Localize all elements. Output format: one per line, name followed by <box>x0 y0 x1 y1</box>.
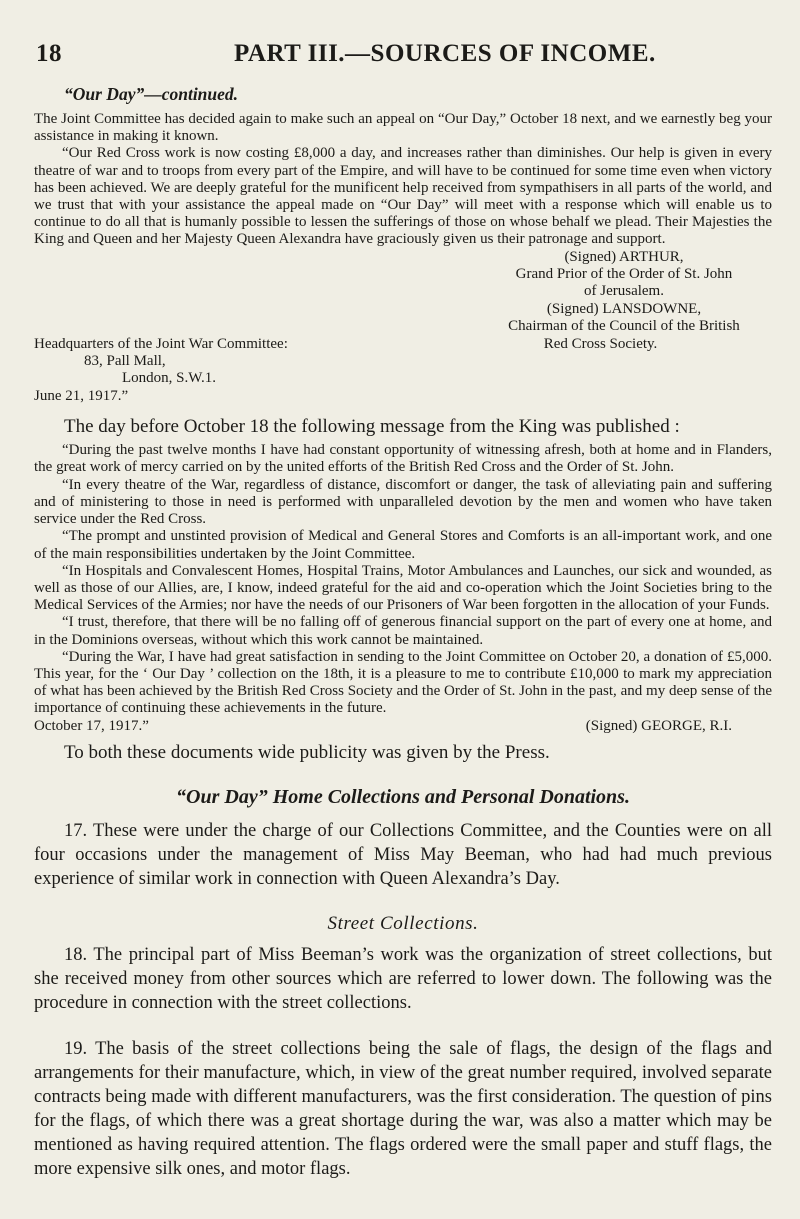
running-title: PART III.—SOURCES OF INCOME. <box>234 40 656 67</box>
signature-line: (Signed) ARTHUR, <box>564 248 684 265</box>
king-signature-row <box>34 718 772 735</box>
address-line: 83, Pall Mall, <box>84 353 166 370</box>
king-paragraph: “During the past twelve months I have had constant opportunity of witnessing afresh, both at home and in Flanders, the great work of mercy carried on by the united efforts of the British Red Cross and the Order of St. John. <box>34 442 772 476</box>
subheading-street-collections: Street Collections. <box>327 912 479 934</box>
appeal-paragraph: The Joint Committee has decided again to make such an appeal on “Our Day,” October 18 next, and we earnestly beg your assistance in making it known. <box>34 111 772 145</box>
subheading-home-collections: “Our Day” Home Collections and Personal Donations. <box>176 785 630 808</box>
signature-line: Red Cross Society. <box>543 335 658 352</box>
signature-line: of Jerusalem. <box>584 283 664 300</box>
headquarters-address <box>34 353 772 405</box>
king-message-date: October 17, 1917.” <box>34 717 149 734</box>
headquarters-row <box>34 336 772 353</box>
appeal-letter <box>34 111 772 249</box>
paragraph-18: 18. The principal part of Miss Beeman’s work was the organization of street collections, but she received money from other sources which are referred to lower down. The following was the procedure in connection with the street collections. <box>34 944 772 1013</box>
running-header <box>34 40 772 76</box>
section-heading: “Our Day”—continued. <box>64 84 239 104</box>
king-message <box>34 442 772 717</box>
paragraph-19: 19. The basis of the street collections being the sale of flags, the design of the flags and arrangements for their manufacture, which, in view of the great number required, involved separate contracts being made with different manufacturers, was the first consideration. The question of pins for the flags, of which there was a great shortage during the war, was also a matter which may be mentioned as having required attention. The flags ordered were the small paper and stuff flags, the more expensive silk ones, and motor flags. <box>34 1038 772 1179</box>
address-line: London, S.W.1. <box>122 370 217 387</box>
king-signature: (Signed) GEORGE, R.I. <box>585 717 732 734</box>
signature-line: Chairman of the Council of the British <box>508 318 740 335</box>
appeal-paragraph: “Our Red Cross work is now costing £8,000 a day, and increases rather than diminishes. Our help is given in every theatre of war and to troops from every part of the Empire, and will have to be continued for some time even when victory has been achieved. We are deeply grateful for the munificent help received from sympathisers in all parts of the world, and we trust that with your assistance the appeal made on “Our Day” will meet with a response which will enable us to continue to do all that is humanly possible to lessen the sufferings of those on whose behalf we plead. Their Majesties the King and Queen and her Majesty Queen Alexandra have graciously given us their patronage and support. <box>34 145 772 248</box>
signature-line: (Signed) LANSDOWNE, <box>546 300 702 317</box>
page-number: 18 <box>36 40 62 67</box>
king-paragraph: “The prompt and unstinted provision of Medical and General Stores and Comforts is an all-important work, and one of the main responsibilities undertaken by the Joint Committee. <box>34 528 772 562</box>
signature-arthur <box>34 249 772 336</box>
king-paragraph: “I trust, therefore, that there will be no falling off of generous financial support on the part of every one at home, and in the Dominions overseas, without which this work cannot be maintained. <box>34 614 772 648</box>
king-paragraph: “During the War, I have had great satisfaction in sending to the Joint Committee on October 20, a donation of £5,000. This year, for the ‘ Our Day ’ collection on the 18th, it is a pleasure to me to contribute £10,000 to mark my appreciation of what has been achieved by the British Red Cross Society and the Order of St. John in the past, and my deep sense of the importance of continuing these achievements in the future. <box>34 648 772 717</box>
press-line: To both these documents wide publicity was given by the Press. <box>64 741 550 763</box>
king-paragraph: “In Hospitals and Convalescent Homes, Hospital Trains, Motor Ambulances and Launches, our sick and wounded, as well as those of our Allies, are, I know, indeed grateful for the aid and co-operation which the Joint Societies bring to the Medical Services of the Armies; nor have the needs of our Prisoners of War been forgotten in the allocation of your Funds. <box>34 562 772 614</box>
signature-line: Grand Prior of the Order of St. John <box>515 266 733 283</box>
headquarters-label: Headquarters of the Joint War Committee: <box>34 335 288 352</box>
appeal-date: June 21, 1917.” <box>34 387 129 404</box>
king-paragraph: “In every theatre of the War, regardless of distance, discomfort or danger, the task of alleviating pain and suffering and of ministering to those in need is performed with unparalleled devotion by the men and women who have taken service under the Red Cross. <box>34 476 772 528</box>
paragraph-17: 17. These were under the charge of our Collections Committee, and the Counties were on all four occasions under the management of Miss May Beeman, who had had much previous experience of similar work in connection with Queen Alexandra’s Day. <box>34 820 772 889</box>
king-intro: The day before October 18 the following message from the King was published : <box>64 416 680 438</box>
